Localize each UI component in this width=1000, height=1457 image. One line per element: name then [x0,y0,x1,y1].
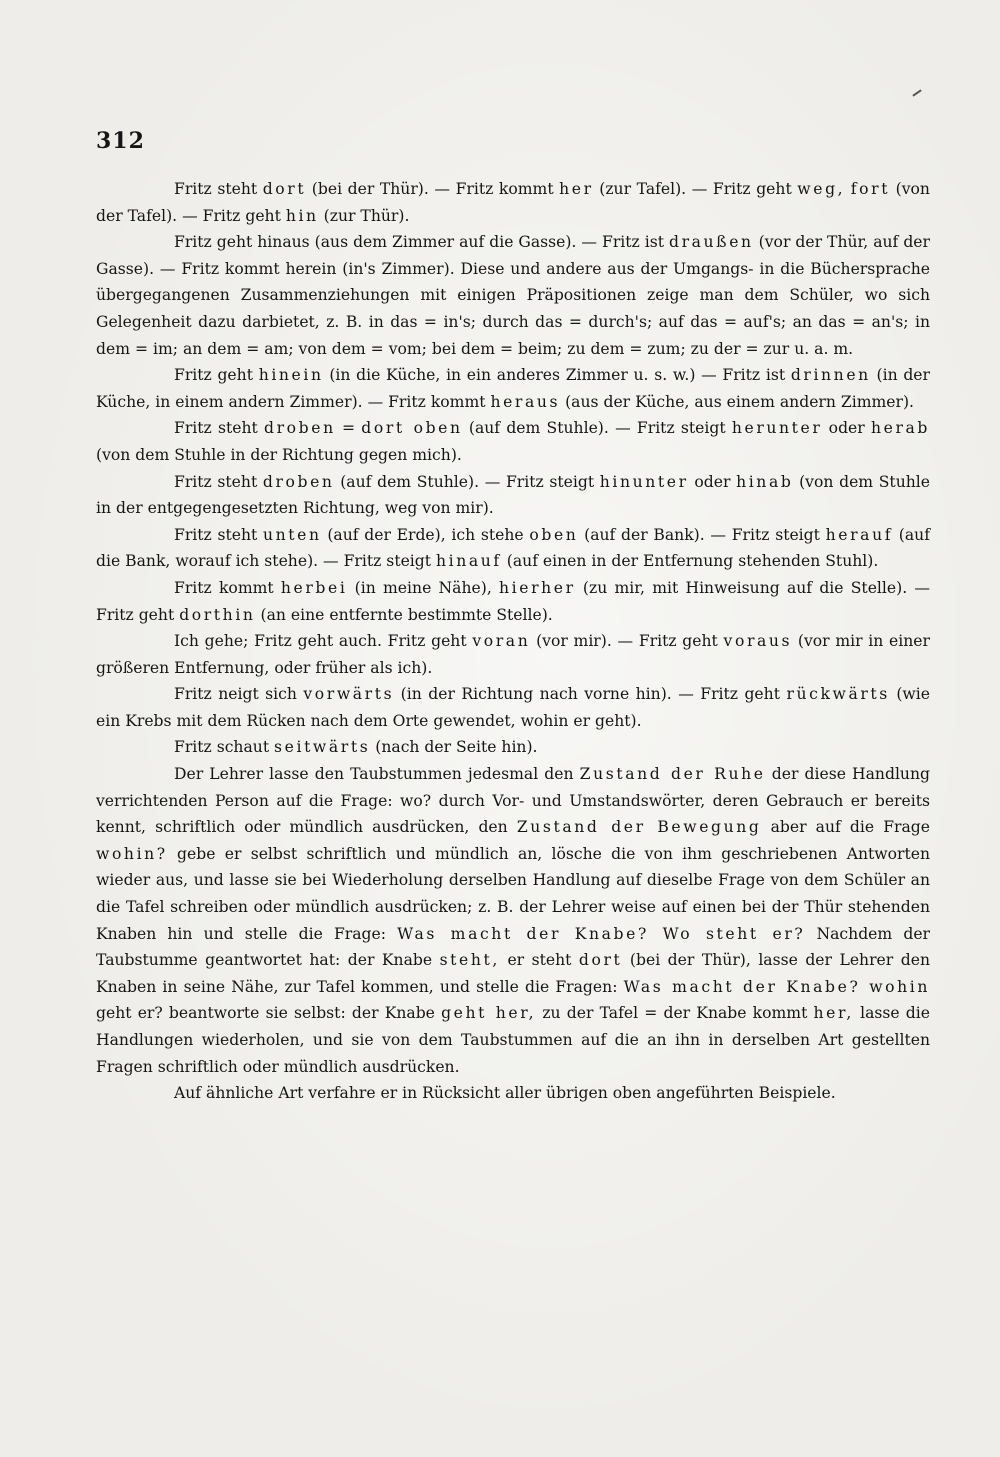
spaced-emphasis-text: geht her, [441,1004,537,1023]
spaced-emphasis-text: hinauf [436,552,502,571]
text-run: (zur Tafel). — Fritz geht [593,180,798,198]
text-run: (auf einen in der Entfernung stehenden Stuhl). [501,552,879,571]
spaced-emphasis-text: Zustand der Bewegung [516,818,762,837]
text-run: (an eine entfernte bestimmte Stelle). [255,605,553,624]
spaced-emphasis-text: steht, [439,951,500,970]
spaced-emphasis-text: heraus [490,392,561,411]
paragraph [96,176,930,229]
spaced-emphasis-text: drinnen [790,366,871,385]
spaced-emphasis-text: unten [262,525,322,544]
spaced-emphasis-text: dorthin [179,605,256,624]
spaced-emphasis-text: her, [813,1004,854,1023]
text-run: Der Lehrer lasse den Taubstummen jedesmal den [174,765,580,784]
paragraph [96,362,930,415]
spaced-emphasis-text: rückwärts [786,685,890,704]
spaced-emphasis-text: hinunter [599,472,689,491]
text-run: der diese Handlung verrichtenden Person auf die Frage: wo? durch Vor- und Umstandswörter, deren Gebrauch er bereits kennt, schriftlich oder mündlich ausdrücken, den [96,765,930,837]
text-run: Fritz geht [174,366,259,385]
text-run: (von der Tafel). — Fritz geht [96,180,930,225]
spaced-emphasis-text: Was macht der Knabe? Wo steht er? [397,924,806,943]
paragraph [96,628,930,681]
text-run: (wie ein Krebs mit dem Rücken nach dem Orte gewendet, wohin er geht). [96,685,930,730]
text-run: lasse die Handlungen wiederholen, und sie von dem Taubstummen auf die an ihn in derselben Art gestellten Fragen schriftlich oder mündlich ausdrücken. [96,1004,930,1076]
spaced-emphasis-text: herbei [280,578,348,597]
paragraph [96,734,930,761]
text-run: Auf ähnliche Art verfahre er in Rücksicht aller übrigen oben angeführten Beispiele. [174,1084,836,1103]
text-run: Fritz schaut [174,738,275,757]
page-number: 312 [96,128,145,154]
spaced-emphasis-text: her [559,180,594,198]
text-run: er steht [499,951,579,970]
text-run: oder [822,419,871,438]
spaced-emphasis-text: seitwärts [274,738,371,757]
spaced-emphasis-text: wohin? [96,844,168,863]
spaced-emphasis-text: hinab [736,472,794,491]
spaced-emphasis-text: hin [285,206,319,225]
text-run: aber auf die Frage [761,818,930,837]
text-run: (auf dem Stuhle). — Fritz steigt [334,472,600,491]
text-run: Fritz steht [174,472,263,491]
paragraph [96,761,930,1080]
text-run: (in meine Nähe), [347,578,500,597]
text-run: gebe er selbst schriftlich und mündlich an, lösche die von ihm geschriebenen Antworten wieder aus, und lasse sie bei Wiederholung derselben Handlung auf dieselbe Frage von dem Schüler an die Tafel schreiben oder mündlich ausdrücken; z. B. der Lehrer weise auf einen bei der Thür stehenden Knaben hin und stelle die Frage: [96,844,930,943]
paragraph [96,229,930,362]
paragraph [96,469,930,522]
text-run: Fritz steht [174,419,265,438]
spaced-emphasis-text: weg, [797,180,846,198]
text-run: Fritz geht hinaus (aus dem Zimmer auf die Gasse). — Fritz ist [174,233,669,252]
spaced-emphasis-text: herauf [825,525,894,544]
spaced-emphasis-text: dort [262,180,307,198]
spaced-emphasis-text: herab [870,419,930,438]
spaced-emphasis-text: droben [264,419,336,438]
paragraph [96,522,930,575]
spaced-emphasis-text: dort oben [361,419,463,438]
text-run: (in der Küche, in einem andern Zimmer). — Fritz kommt [96,366,930,411]
text-run: Nachdem der Taubstumme geantwortet hat: der Knabe [96,924,931,970]
paragraph [96,681,930,734]
spaced-emphasis-text: Zustand der Ruhe [579,765,766,784]
text-run: Fritz steht [174,180,263,198]
text-run: (aus der Küche, aus einem andern Zimmer). [560,392,915,411]
text-run: Fritz steht [174,525,263,544]
text-run: (von dem Stuhle in der Richtung gegen mich). [96,445,462,464]
text-run: (nach der Seite hin). [370,738,538,757]
spaced-emphasis-text: droben [262,472,335,491]
text-run: Fritz kommt [174,578,281,597]
text-run: (vor mir). — Fritz geht [530,632,724,651]
page-mark [912,89,921,96]
paragraph [96,1080,930,1107]
text-run: (vor der Thür, auf der Gasse). — Fritz kommt herein (in's Zimmer). Diese und andere aus der Umgangs- in die Büchersprache übergegangenen Zusammenziehungen mit einigen Präpositionen zeige man dem Schüler, wo sich Gelegenheit dazu darbietet, z. B. in das = in's; durch das = durch's; auf das = auf's; an das = an's; in dem = im; an dem = am; von dem = vom; bei dem = beim; zu dem = zum; zu der = zur u. a. m. [96,233,930,358]
spaced-emphasis-text: draußen [669,233,754,252]
paragraph [96,415,930,468]
text-run: (auf der Bank). — Fritz steigt [578,525,826,544]
text-run: (zu mir, mit Hinweisung auf die Stelle). — Fritz geht [96,578,930,624]
spaced-emphasis-text: herunter [731,419,823,438]
text-run: oder [688,472,737,491]
body-text [96,176,930,1107]
text-run: (bei der Thür). — Fritz kommt [306,180,560,198]
text-run: = [335,419,362,438]
text-run: (bei der Thür), lasse der Lehrer den Knaben in seine Nähe, zur Tafel kommen, und stelle die Fragen: [96,951,930,996]
text-run: (vor mir in einer größeren Entfernung, oder früher als ich). [96,632,930,677]
spaced-emphasis-text: dort [578,951,623,970]
spaced-emphasis-text: voraus [723,632,793,651]
text-run: Fritz neigt sich [174,685,304,704]
text-run: zu der Tafel = der Knabe kommt [536,1004,814,1023]
spaced-emphasis-text: Was macht der Knabe? wohin [623,977,930,996]
text-run: (in die Küche, in ein anderes Zimmer u. s. w.) — Fritz ist [323,366,791,385]
text-run: (auf der Erde), ich stehe [321,525,530,544]
text-run: (von dem Stuhle in der entgegengesetzten Richtung, weg von mir). [96,472,930,518]
text-run: (in der Richtung nach vorne hin). — Fritz geht [394,685,787,704]
text-run: geht er? beantworte sie selbst: der Knabe [96,1004,442,1023]
spaced-emphasis-text: fort [850,180,891,198]
spaced-emphasis-text: hierher [499,578,576,597]
spaced-emphasis-text: voran [472,632,531,651]
paragraph [96,575,930,628]
spaced-emphasis-text: oben [529,525,579,544]
text-run: (zur Thür). [318,206,410,225]
spaced-emphasis-text: hinein [258,366,324,385]
text-run: (auf dem Stuhle). — Fritz steigt [462,419,732,438]
text-run: Ich gehe; Fritz geht auch. Fritz geht [174,632,473,651]
text-run: (auf die Bank, worauf ich stehe). — Fritz steigt [96,525,930,571]
spaced-emphasis-text: vorwärts [303,685,395,704]
